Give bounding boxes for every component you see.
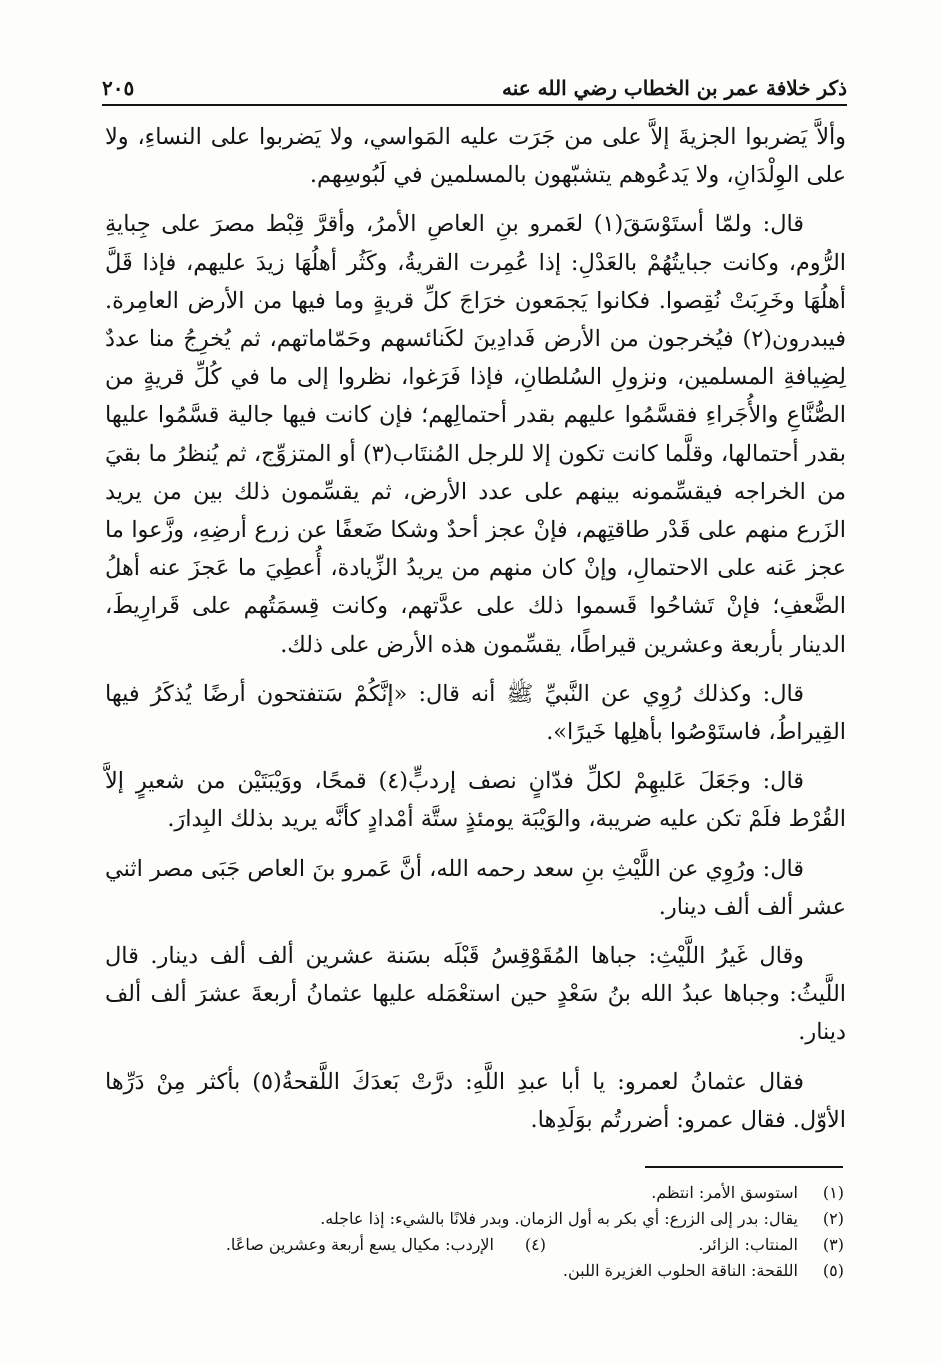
paragraph: قال: ولمّا أستَوْسَقَ(١) لعَمرو بنِ العاصِ الأمرُ، وأقرَّ قِبْط مصرَ على جِبايةِ الرُّوم، وكانت جبايتُهُمْ بالعَدْلِ: إذا عُمِرت القريةُ، وكَثُر أهلُهَا زيدَ عليهم، فإذا قَلَّ أهلُهَا وخَرِبَتْ نُقِصوا. فكانوا يَجمَعون خرَاجَ كلِّ قريةٍ وما فيها من الأرض العامِرة. فيبدرون(٢) فيُخرجون من الأرض فَدادِينَ لكَنائسهم وحَمّاماتهم، ثم يُخرِجُ منا عددٌ لِضِيافةِ المسلمين، ونزولِ السُلطانِ، فإذا فَرَغوا، نظروا إلى ما في كُلِّ قريةٍ من الصُّنَّاعِ والأُجَراءِ فقسَّمُوا عليهم بقدر أحتمالِهم؛ فإن كانت فيها جالية قسَّمُوا عليها بقدر أحتمالها، وقلَّما كانت تكون إلا للرجل المُنتَاب(٣) أو المتزوِّج، ثم يُنظرُ ما بقيَ من الخراجه فيقسِّمونه بينهم على عدد الأرض، ثم يقسِّمون ذلك بين من يريد الزَرع منهم على قَدْر طاقتِهم، فإنْ عجز أحدٌ وشكا ضَعفًا عن زرع أرضِهِ، وزَّعوا ما عجز عَنه على الاحتمالِ، وإنْ كان منهم من يريدُ الزِّيادة، أُعطِيَ ما عَجزَ عنه أهلُ الضَّعفِ؛ فإنْ تَشاحُوا قَسموا ذلك على عدَّتهم، وكانت قِسمَتُهم على قَرارِيطَ، الدينار بأربعة وعشرين قيراطًا، يقسِّمون هذه الأرض على ذلك. — [105, 211, 846, 658]
footnote-text: اللقحة: الناقة الحلوب الغزيرة اللبن. — [562, 1261, 798, 1280]
paragraph: قال: ورُوِي عن اللَّيْثِ بنِ سعد رحمه الله، أنَّ عَمرو بنَ العاص جَبَى مصر اثني عشر ألف ألف دينار. — [105, 855, 846, 920]
paragraph: وألاَّ يَضربوا الجزيةَ إلاَّ على من جَرَت عليه المَواسي، ولا يَضربوا على النساءِ، ولا على الوِلْدَانِ، ولا يَدعُوهم يتشبّهون بالمسلمين في لَبُوسِهم. — [105, 124, 846, 189]
footnote — [105, 1180, 844, 1206]
footnote — [105, 1232, 844, 1258]
main-text — [105, 118, 846, 1150]
paragraph: قال: وجَعَلَ عَليهِمْ لكلِّ فدّانٍ نصف إردبٍّ(٤) قمحًا، ووَيْبَتَيْن من شعيرٍ إلاَّ القُرْط فلَمْ تكن عليه ضريبة، والوَيْبَة يومئذٍ ستَّة أمْدادٍ كأنَّه يريد بذلك البِدارَ. — [105, 768, 846, 833]
footnote-number: (١) — [822, 1183, 844, 1202]
footnotes — [105, 1180, 844, 1284]
paragraph: وقال غَيرُ اللَّيْثِ: جباها المُقَوْقِسُ قَبْلَه بسَنة عشرين ألف ألف دينار. قال اللَّيثُ: وجباها عبدُ الله بنُ سَعْدٍ حين استعْمَله عليها عثمانُ أربعةَ عشرَ ألف ألف دينار. — [105, 943, 846, 1046]
footnote-separator — [645, 1166, 843, 1168]
footnote-text: استوسق الأمر: انتظم. — [651, 1183, 798, 1202]
footnote-text: الإردب: مكيال يسع أربعة وعشرين صاعًا. — [225, 1235, 494, 1254]
footnote — [105, 1206, 844, 1232]
paragraph: قال: وكذلك رُوِي عن النَّبيِّ ﷺ أنه قال: «إنَّكُمْ سَتفتحون أرضًا يُذكَرُ فيها القِيراطُ، فاستَوْصُوا بأهلِها خَيرًا». — [105, 680, 846, 746]
footnote-text: يقال: بدر إلى الزرع: أي بكر به أول الزمان. وبدر فلانًا بالشيء: إذا عاجله. — [320, 1209, 798, 1228]
footnote — [105, 1258, 844, 1284]
paragraph: فقال عثمانُ لعمرو: يا أبا عبدِ اللَّهِ: درَّتْ بَعدَكَ اللَّقحةُ(٥) بأكثر مِنْ دَرِّها الأوّل. فقال عمرو: أضررتُم بوَلَدِها. — [105, 1068, 846, 1133]
page-number: ٢٠٥ — [102, 76, 135, 100]
footnote-number: (٣) — [822, 1235, 844, 1254]
footnote-number: (٥) — [822, 1261, 844, 1280]
footnote-number: (٢) — [822, 1209, 844, 1228]
footnote-text: المنتاب: الزائر. — [698, 1235, 798, 1254]
footnote-number: (٤) — [524, 1235, 546, 1254]
running-title: ذكر خلافة عمر بن الخطاب رضي الله عنه — [502, 76, 847, 100]
header-rule — [102, 104, 847, 106]
page-header — [102, 62, 847, 100]
